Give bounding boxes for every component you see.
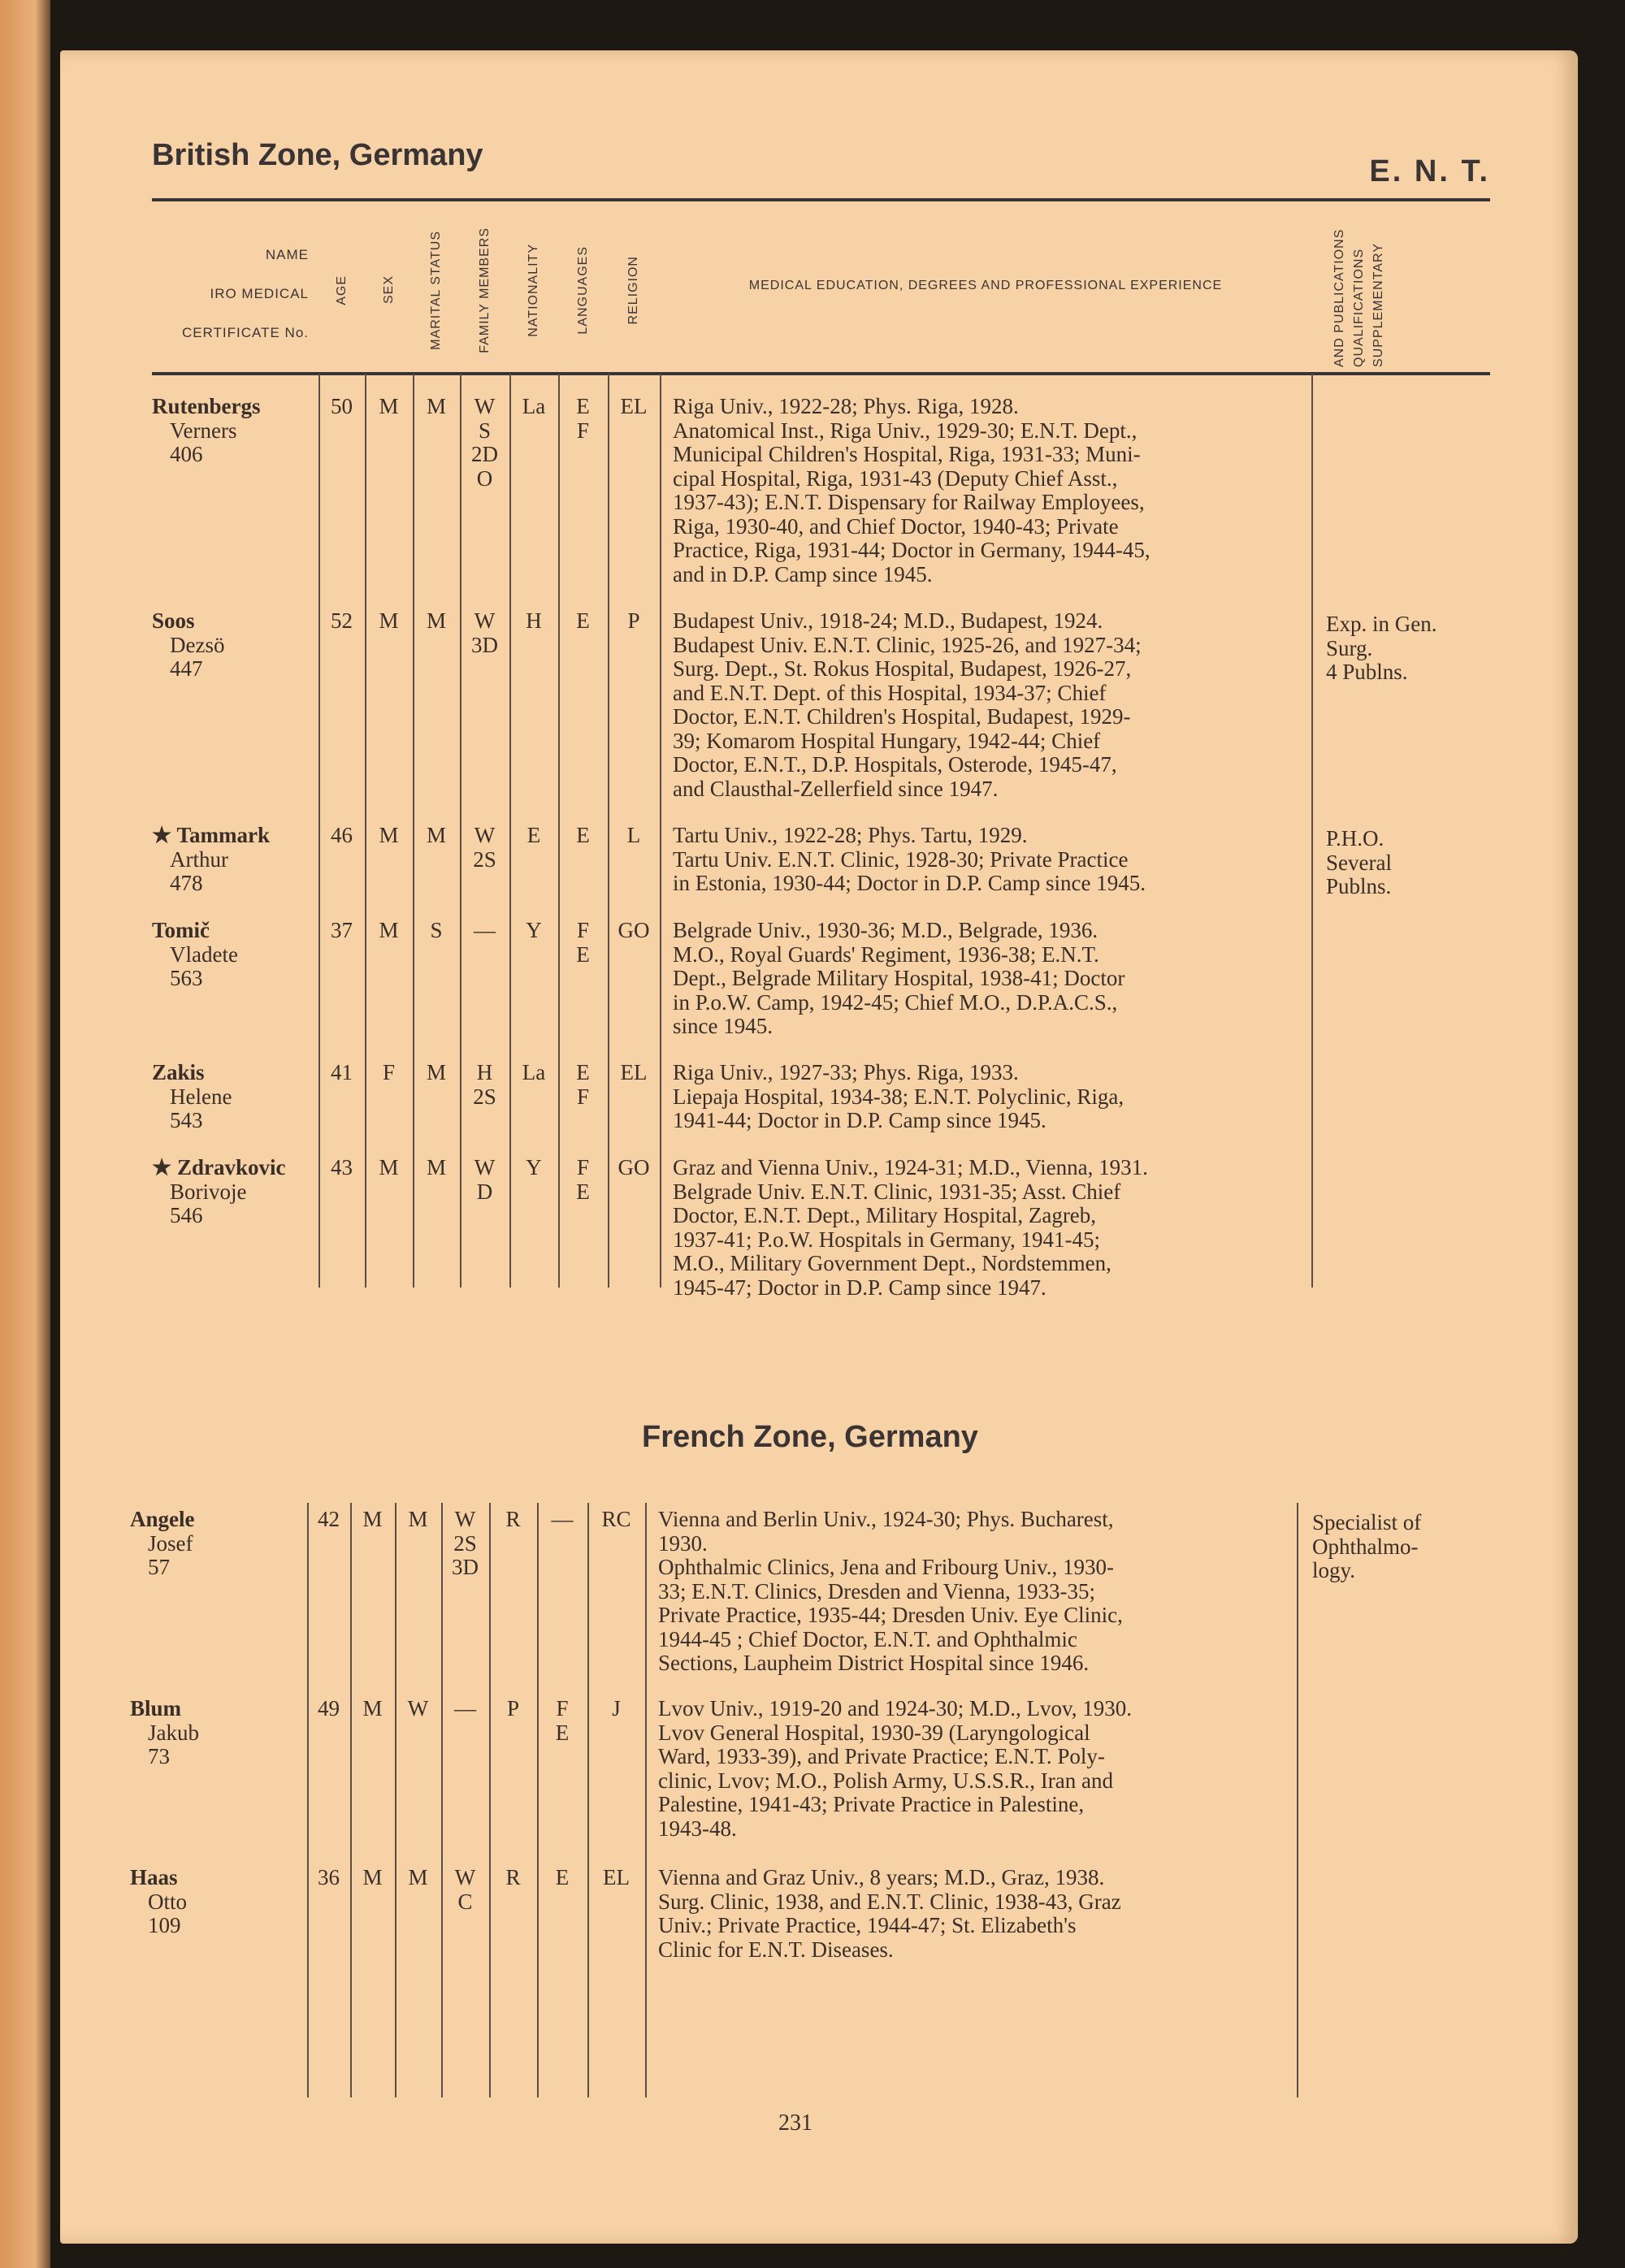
- entry-nationality: La: [522, 1060, 546, 1084]
- supplementary-line: Specialist of: [1312, 1510, 1422, 1534]
- education-line: Ward, 1933-39), and Private Practice; E.N.T. Poly-: [658, 1744, 1105, 1768]
- education-line: Palestine, 1941-43; Private Practice in Palestine,: [658, 1792, 1085, 1816]
- entry-religion: L: [626, 823, 641, 847]
- education-line: Tartu Univ., 1922-28; Phys. Tartu, 1929.: [673, 823, 1028, 847]
- zone-title-french: French Zone, Germany: [642, 1420, 978, 1454]
- header-religion-wrap: [608, 213, 660, 367]
- entry-first-name: Helene: [170, 1084, 232, 1109]
- column-divider: [489, 1503, 491, 2097]
- education-line: 39; Komarom Hospital Hungary, 1942-44; Chief: [673, 728, 1101, 753]
- entry-sex: M: [379, 394, 399, 418]
- education-line: Univ.; Private Practice, 1944-47; St. Elizabeth's: [658, 1913, 1077, 1937]
- entry-supplementary: [1312, 1511, 1421, 1583]
- education-line: Ophthalmic Clinics, Jena and Fribourg Univ., 1930-: [658, 1555, 1114, 1579]
- entry-religion: EL: [620, 1060, 648, 1084]
- entry-nationality: E: [526, 823, 541, 847]
- education-line: Belgrade Univ., 1930-36; M.D., Belgrade, 1936.: [673, 918, 1098, 942]
- entry-surname: Blum: [130, 1696, 182, 1720]
- entry-certificate-number: 478: [170, 871, 203, 895]
- education-line: Municipal Children's Hospital, Riga, 1931-33; Muni-: [673, 442, 1141, 466]
- entry-family-item: S: [478, 418, 492, 443]
- column-divider: [1297, 1503, 1298, 2097]
- entry-age: 37: [331, 918, 353, 942]
- education-line: Surg. Dept., St. Rokus Hospital, Budapest, 1926-27,: [673, 656, 1132, 681]
- education-line: Liepaja Hospital, 1934-38; E.N.T. Polyclinic, Riga,: [673, 1084, 1124, 1109]
- entry-family-item: —: [454, 1696, 476, 1720]
- education-line: Sections, Laupheim District Hospital since 1946.: [658, 1651, 1090, 1675]
- education-line: in Estonia, 1930-44; Doctor in D.P. Camp since 1945.: [673, 871, 1146, 895]
- entry-languages-item: —: [551, 1507, 574, 1531]
- education-line: Graz and Vienna Univ., 1924-31; M.D., Vienna, 1931.: [673, 1155, 1148, 1179]
- supplementary-line: logy.: [1312, 1558, 1355, 1582]
- supplementary-line: Publns.: [1326, 874, 1392, 898]
- entry-marital: M: [426, 1155, 446, 1179]
- education-line: cipal Hospital, Riga, 1931-43 (Deputy Chief Asst.,: [673, 465, 1118, 491]
- header-sex-wrap: [365, 213, 413, 367]
- education-line: 1944-45 ; Chief Doctor, E.N.T. and Ophthalmic: [658, 1626, 1077, 1651]
- header-top-rule: [152, 198, 1490, 201]
- entry-marital: M: [408, 1507, 428, 1531]
- column-divider: [645, 1503, 647, 2097]
- entry-sex: M: [379, 608, 399, 633]
- entry-family: [441, 1866, 489, 1914]
- column-divider: [441, 1503, 443, 2097]
- entry-age: 52: [331, 608, 353, 633]
- entry-education: [658, 1508, 1284, 1676]
- entry-nationality: La: [522, 394, 546, 418]
- education-line: and in D.P. Camp since 1945.: [673, 561, 933, 586]
- education-line: Vienna and Graz Univ., 8 years; M.D., Graz, 1938.: [658, 1865, 1105, 1889]
- entry-religion: EL: [620, 394, 648, 418]
- entry-supplementary: [1326, 612, 1436, 685]
- entry-name-cell: [152, 1156, 285, 1228]
- entry-languages-item: E: [555, 1865, 570, 1889]
- education-line: Dept., Belgrade Military Hospital, 1938-41; Doctor: [673, 966, 1125, 990]
- entry-nationality: R: [505, 1507, 521, 1531]
- entry-sex: M: [379, 823, 399, 847]
- entry-languages-item: E: [576, 1060, 590, 1084]
- entry-family-item: W: [474, 1155, 496, 1179]
- entry-education: [658, 1866, 1284, 1962]
- education-line: and E.N.T. Dept. of this Hospital, 1934-37; Chief: [673, 680, 1107, 705]
- entry-nationality: R: [505, 1865, 521, 1889]
- entry-name-cell: [130, 1697, 199, 1769]
- entry-family-item: 2D: [471, 442, 498, 466]
- education-line: Practice, Riga, 1931-44; Doctor in Germany, 1944-45,: [673, 538, 1150, 562]
- entry-first-name: Josef: [148, 1530, 193, 1556]
- header-age-wrap: [318, 213, 365, 367]
- supplementary-line: 4 Publns.: [1326, 660, 1408, 684]
- education-line: 1941-44; Doctor in D.P. Camp since 1945.: [673, 1108, 1046, 1132]
- education-line: Clinic for E.N.T. Diseases.: [658, 1937, 894, 1962]
- entry-family: [460, 395, 509, 491]
- header-family: FAMILY MEMBERS: [477, 227, 492, 353]
- education-line: Surg. Clinic, 1938, and E.N.T. Clinic, 1938-43, Graz: [658, 1889, 1121, 1914]
- header-nationality-wrap: [509, 213, 558, 367]
- header-supplementary-line: SUPPLEMENTARY: [1372, 243, 1385, 367]
- entry-first-name: Borivoje: [170, 1179, 247, 1204]
- header-age: AGE: [334, 275, 349, 305]
- entry-languages: [537, 1508, 587, 1532]
- column-divider: [537, 1503, 539, 2097]
- entry-first-name: Vladete: [170, 941, 238, 967]
- education-line: Doctor, E.N.T. Children's Hospital, Budapest, 1929-: [673, 704, 1131, 729]
- entry-family-item: C: [457, 1889, 473, 1914]
- entry-sex: M: [362, 1865, 383, 1889]
- education-line: in P.o.W. Camp, 1942-45; Chief M.O., D.P.A.C.S.,: [673, 989, 1118, 1015]
- header-iro: IRO MEDICAL: [210, 286, 309, 301]
- header-sex: SEX: [381, 275, 396, 305]
- entry-family-item: W: [454, 1865, 476, 1889]
- entry-family: [441, 1697, 489, 1721]
- entry-sex: F: [382, 1060, 396, 1084]
- page-number: 231: [778, 2110, 812, 2136]
- entry-age: 50: [331, 394, 353, 418]
- header-education: MEDICAL EDUCATION, DEGREES AND PROFESSIONAL EXPERIENCE: [748, 279, 1223, 292]
- entry-marital: M: [426, 1060, 446, 1084]
- entry-marital: M: [426, 608, 446, 633]
- education-line: M.O., Military Government Dept., Nordstemmen,: [673, 1251, 1112, 1275]
- entry-languages: [558, 1156, 608, 1204]
- education-line: Budapest Univ., 1918-24; M.D., Budapest, 1924.: [673, 608, 1103, 633]
- education-line: Doctor, E.N.T. Dept., Military Hospital, Zagreb,: [673, 1203, 1097, 1227]
- entry-age: 41: [331, 1060, 353, 1084]
- header-religion: RELIGION: [626, 255, 640, 325]
- education-line: and Clausthal-Zellerfield since 1947.: [673, 776, 999, 801]
- entry-certificate-number: 546: [170, 1203, 203, 1227]
- entry-first-name: Otto: [148, 1889, 188, 1914]
- entry-languages-item: F: [556, 1696, 569, 1720]
- entry-religion: EL: [603, 1865, 630, 1889]
- supplementary-line: Exp. in Gen.: [1326, 612, 1437, 636]
- entry-family-item: —: [474, 918, 496, 942]
- entry-certificate-number: 406: [170, 442, 203, 466]
- column-divider: [350, 1503, 352, 2097]
- entry-surname: ★ Zdravkovic: [152, 1155, 286, 1179]
- entry-name-cell: [152, 609, 224, 682]
- entry-family: [441, 1508, 489, 1580]
- entry-first-name: Dezsö: [170, 632, 225, 657]
- entry-family-item: 2S: [453, 1530, 477, 1556]
- entry-certificate-number: 447: [170, 656, 203, 681]
- education-line: Tartu Univ. E.N.T. Clinic, 1928-30; Private Practice: [673, 846, 1129, 872]
- entry-education: [673, 1061, 1298, 1133]
- adjacent-page-edge: [0, 0, 50, 2268]
- entry-languages: [558, 1061, 608, 1109]
- entry-languages-item: E: [576, 823, 590, 847]
- entry-religion: J: [612, 1696, 621, 1720]
- entry-age: 42: [318, 1507, 340, 1531]
- entry-religion: RC: [601, 1507, 631, 1531]
- entry-education: [673, 609, 1298, 801]
- header-family-wrap: [460, 213, 509, 367]
- entry-name-cell: [152, 824, 270, 896]
- specialty-title: E. N. T.: [1369, 154, 1490, 188]
- education-line: Anatomical Inst., Riga Univ., 1929-30; E.N.T. Dept.,: [673, 418, 1138, 443]
- entry-religion: GO: [618, 918, 650, 942]
- entry-certificate-number: 563: [170, 966, 203, 990]
- entry-surname: Haas: [130, 1865, 178, 1889]
- entry-family-item: D: [476, 1179, 493, 1204]
- entry-languages-item: F: [576, 1084, 590, 1109]
- entry-family-item: W: [474, 394, 496, 418]
- entry-family-item: W: [474, 823, 496, 847]
- education-line: Riga, 1930-40, and Chief Doctor, 1940-43; Private: [673, 513, 1119, 539]
- entry-sex: M: [379, 918, 399, 942]
- header-name: NAME: [265, 247, 309, 262]
- entry-surname: Soos: [152, 608, 195, 633]
- entry-family: [460, 609, 509, 657]
- entry-education: [673, 1156, 1298, 1300]
- education-line: Riga Univ., 1922-28; Phys. Riga, 1928.: [673, 394, 1019, 418]
- entry-nationality: H: [526, 608, 542, 633]
- entry-languages-item: E: [576, 394, 590, 418]
- entry-family: [460, 1156, 509, 1204]
- column-divider: [307, 1503, 309, 2097]
- header-supplementary: [1332, 213, 1386, 367]
- entry-languages-item: F: [576, 418, 590, 443]
- entry-languages-item: F: [576, 1155, 590, 1179]
- education-line: 1937-41; P.o.W. Hospitals in Germany, 1941-45;: [673, 1227, 1100, 1252]
- education-line: Vienna and Berlin Univ., 1924-30; Phys. Bucharest,: [658, 1507, 1114, 1531]
- column-divider: [395, 1503, 396, 2097]
- entry-first-name: Jakub: [148, 1720, 199, 1745]
- entry-family-item: W: [474, 608, 496, 633]
- entry-family-item: 2S: [473, 846, 496, 872]
- entry-marital: S: [430, 918, 443, 942]
- entry-family-item: 3D: [452, 1555, 479, 1579]
- header-marital-wrap: [413, 213, 460, 367]
- entry-marital: M: [408, 1865, 428, 1889]
- entry-age: 46: [331, 823, 353, 847]
- entry-nationality: Y: [526, 918, 542, 942]
- education-line: 1943-48.: [658, 1816, 737, 1841]
- entry-marital: M: [426, 823, 446, 847]
- header-supplementary-line: AND PUBLICATIONS: [1332, 228, 1346, 367]
- entry-supplementary: [1326, 827, 1392, 899]
- entry-surname: Angele: [130, 1507, 195, 1531]
- entry-surname: Rutenbergs: [152, 394, 261, 418]
- entry-age: 49: [318, 1696, 340, 1720]
- entry-certificate-number: 73: [148, 1744, 170, 1768]
- entry-nationality: P: [506, 1696, 520, 1720]
- column-divider: [1311, 374, 1313, 1288]
- entry-languages: [558, 395, 608, 443]
- header-supplementary-line: QUALIFICATIONS: [1352, 248, 1366, 367]
- entry-certificate-number: 57: [148, 1555, 170, 1579]
- entry-languages-item: E: [576, 941, 590, 967]
- entry-name-cell: [152, 395, 261, 467]
- entry-name-cell: [152, 919, 238, 991]
- entry-certificate-number: 543: [170, 1108, 203, 1132]
- entry-languages-item: E: [555, 1720, 570, 1745]
- entry-name-cell: [130, 1866, 187, 1938]
- column-divider: [660, 374, 661, 1288]
- entry-name-cell: [152, 1061, 232, 1133]
- zone-title-british: British Zone, Germany: [152, 138, 483, 172]
- education-line: Private Practice, 1935-44; Dresden Univ. Eye Clinic,: [658, 1603, 1123, 1627]
- supplementary-line: Surg.: [1326, 635, 1373, 660]
- supplementary-line: P.H.O.: [1326, 826, 1384, 850]
- education-line: Budapest Univ. E.N.T. Clinic, 1925-26, and 1927-34;: [673, 632, 1142, 657]
- entry-education: [673, 919, 1298, 1039]
- entry-family-item: W: [454, 1507, 476, 1531]
- entry-languages: [558, 824, 608, 848]
- entry-family: [460, 824, 509, 872]
- header-languages-wrap: [558, 213, 608, 367]
- entry-sex: M: [362, 1696, 383, 1720]
- entry-marital: W: [407, 1696, 429, 1720]
- entry-name-cell: [130, 1508, 194, 1580]
- education-line: 1937-43); E.N.T. Dispensary for Railway Employees,: [673, 490, 1145, 514]
- entry-education: [673, 395, 1298, 586]
- entry-religion: GO: [618, 1155, 650, 1179]
- header-cert: CERTIFICATE No.: [181, 325, 309, 340]
- entry-nationality: Y: [526, 1155, 542, 1179]
- entry-religion: P: [627, 608, 640, 633]
- entry-marital: M: [426, 394, 446, 418]
- entry-family-item: O: [476, 465, 493, 491]
- education-line: clinic, Lvov; M.O., Polish Army, U.S.S.R., Iran and: [658, 1768, 1113, 1793]
- entry-languages: [558, 919, 608, 967]
- entry-family-item: H: [476, 1060, 493, 1084]
- entry-sex: M: [362, 1507, 383, 1531]
- entry-first-name: Verners: [170, 418, 237, 443]
- education-line: 33; E.N.T. Clinics, Dresden and Vienna, 1933-35;: [658, 1578, 1096, 1604]
- header-nationality: NATIONALITY: [526, 243, 540, 337]
- education-line: M.O., Royal Guards' Regiment, 1936-38; E.N.T.: [673, 941, 1099, 967]
- education-line: Riga Univ., 1927-33; Phys. Riga, 1933.: [673, 1060, 1019, 1084]
- supplementary-line: Several: [1326, 850, 1392, 875]
- entry-certificate-number: 109: [148, 1913, 181, 1937]
- entry-surname: ★ Tammark: [152, 823, 270, 847]
- entry-surname: Zakis: [152, 1060, 205, 1084]
- education-line: Doctor, E.N.T., D.P. Hospitals, Osterode, 1945-47,: [673, 752, 1117, 777]
- entry-sex: M: [379, 1155, 399, 1179]
- education-line: Belgrade Univ. E.N.T. Clinic, 1931-35; Asst. Chief: [673, 1179, 1121, 1204]
- entry-first-name: Arthur: [170, 846, 228, 872]
- entry-surname: Tomič: [152, 918, 210, 942]
- entry-education: [673, 824, 1298, 896]
- header-bottom-rule: [152, 372, 1490, 375]
- entry-age: 36: [318, 1865, 340, 1889]
- entry-education: [658, 1697, 1284, 1841]
- entry-languages: [537, 1866, 587, 1890]
- entry-languages-item: F: [576, 918, 590, 942]
- entry-languages-item: E: [576, 1179, 590, 1204]
- header-languages: LANGUAGES: [575, 245, 590, 335]
- education-line: since 1945.: [673, 1014, 773, 1038]
- entry-languages: [558, 609, 608, 634]
- column-divider: [587, 1503, 589, 2097]
- supplementary-line: Ophthalmo-: [1312, 1534, 1419, 1559]
- entry-age: 43: [331, 1155, 353, 1179]
- entry-family: [460, 1061, 509, 1109]
- entry-family-item: 3D: [471, 632, 498, 657]
- header-name-column: [162, 236, 309, 353]
- education-line: 1930.: [658, 1530, 708, 1556]
- education-line: 1945-47; Doctor in D.P. Camp since 1947.: [673, 1275, 1046, 1300]
- entry-languages: [537, 1697, 587, 1745]
- entry-family: [460, 919, 509, 943]
- education-line: Lvov Univ., 1919-20 and 1924-30; M.D., Lvov, 1930.: [658, 1696, 1132, 1720]
- header-marital: MARITAL STATUS: [429, 230, 443, 350]
- entry-family-item: 2S: [473, 1084, 496, 1109]
- education-line: Lvov General Hospital, 1930-39 (Laryngological: [658, 1720, 1090, 1745]
- entry-languages-item: E: [576, 608, 590, 633]
